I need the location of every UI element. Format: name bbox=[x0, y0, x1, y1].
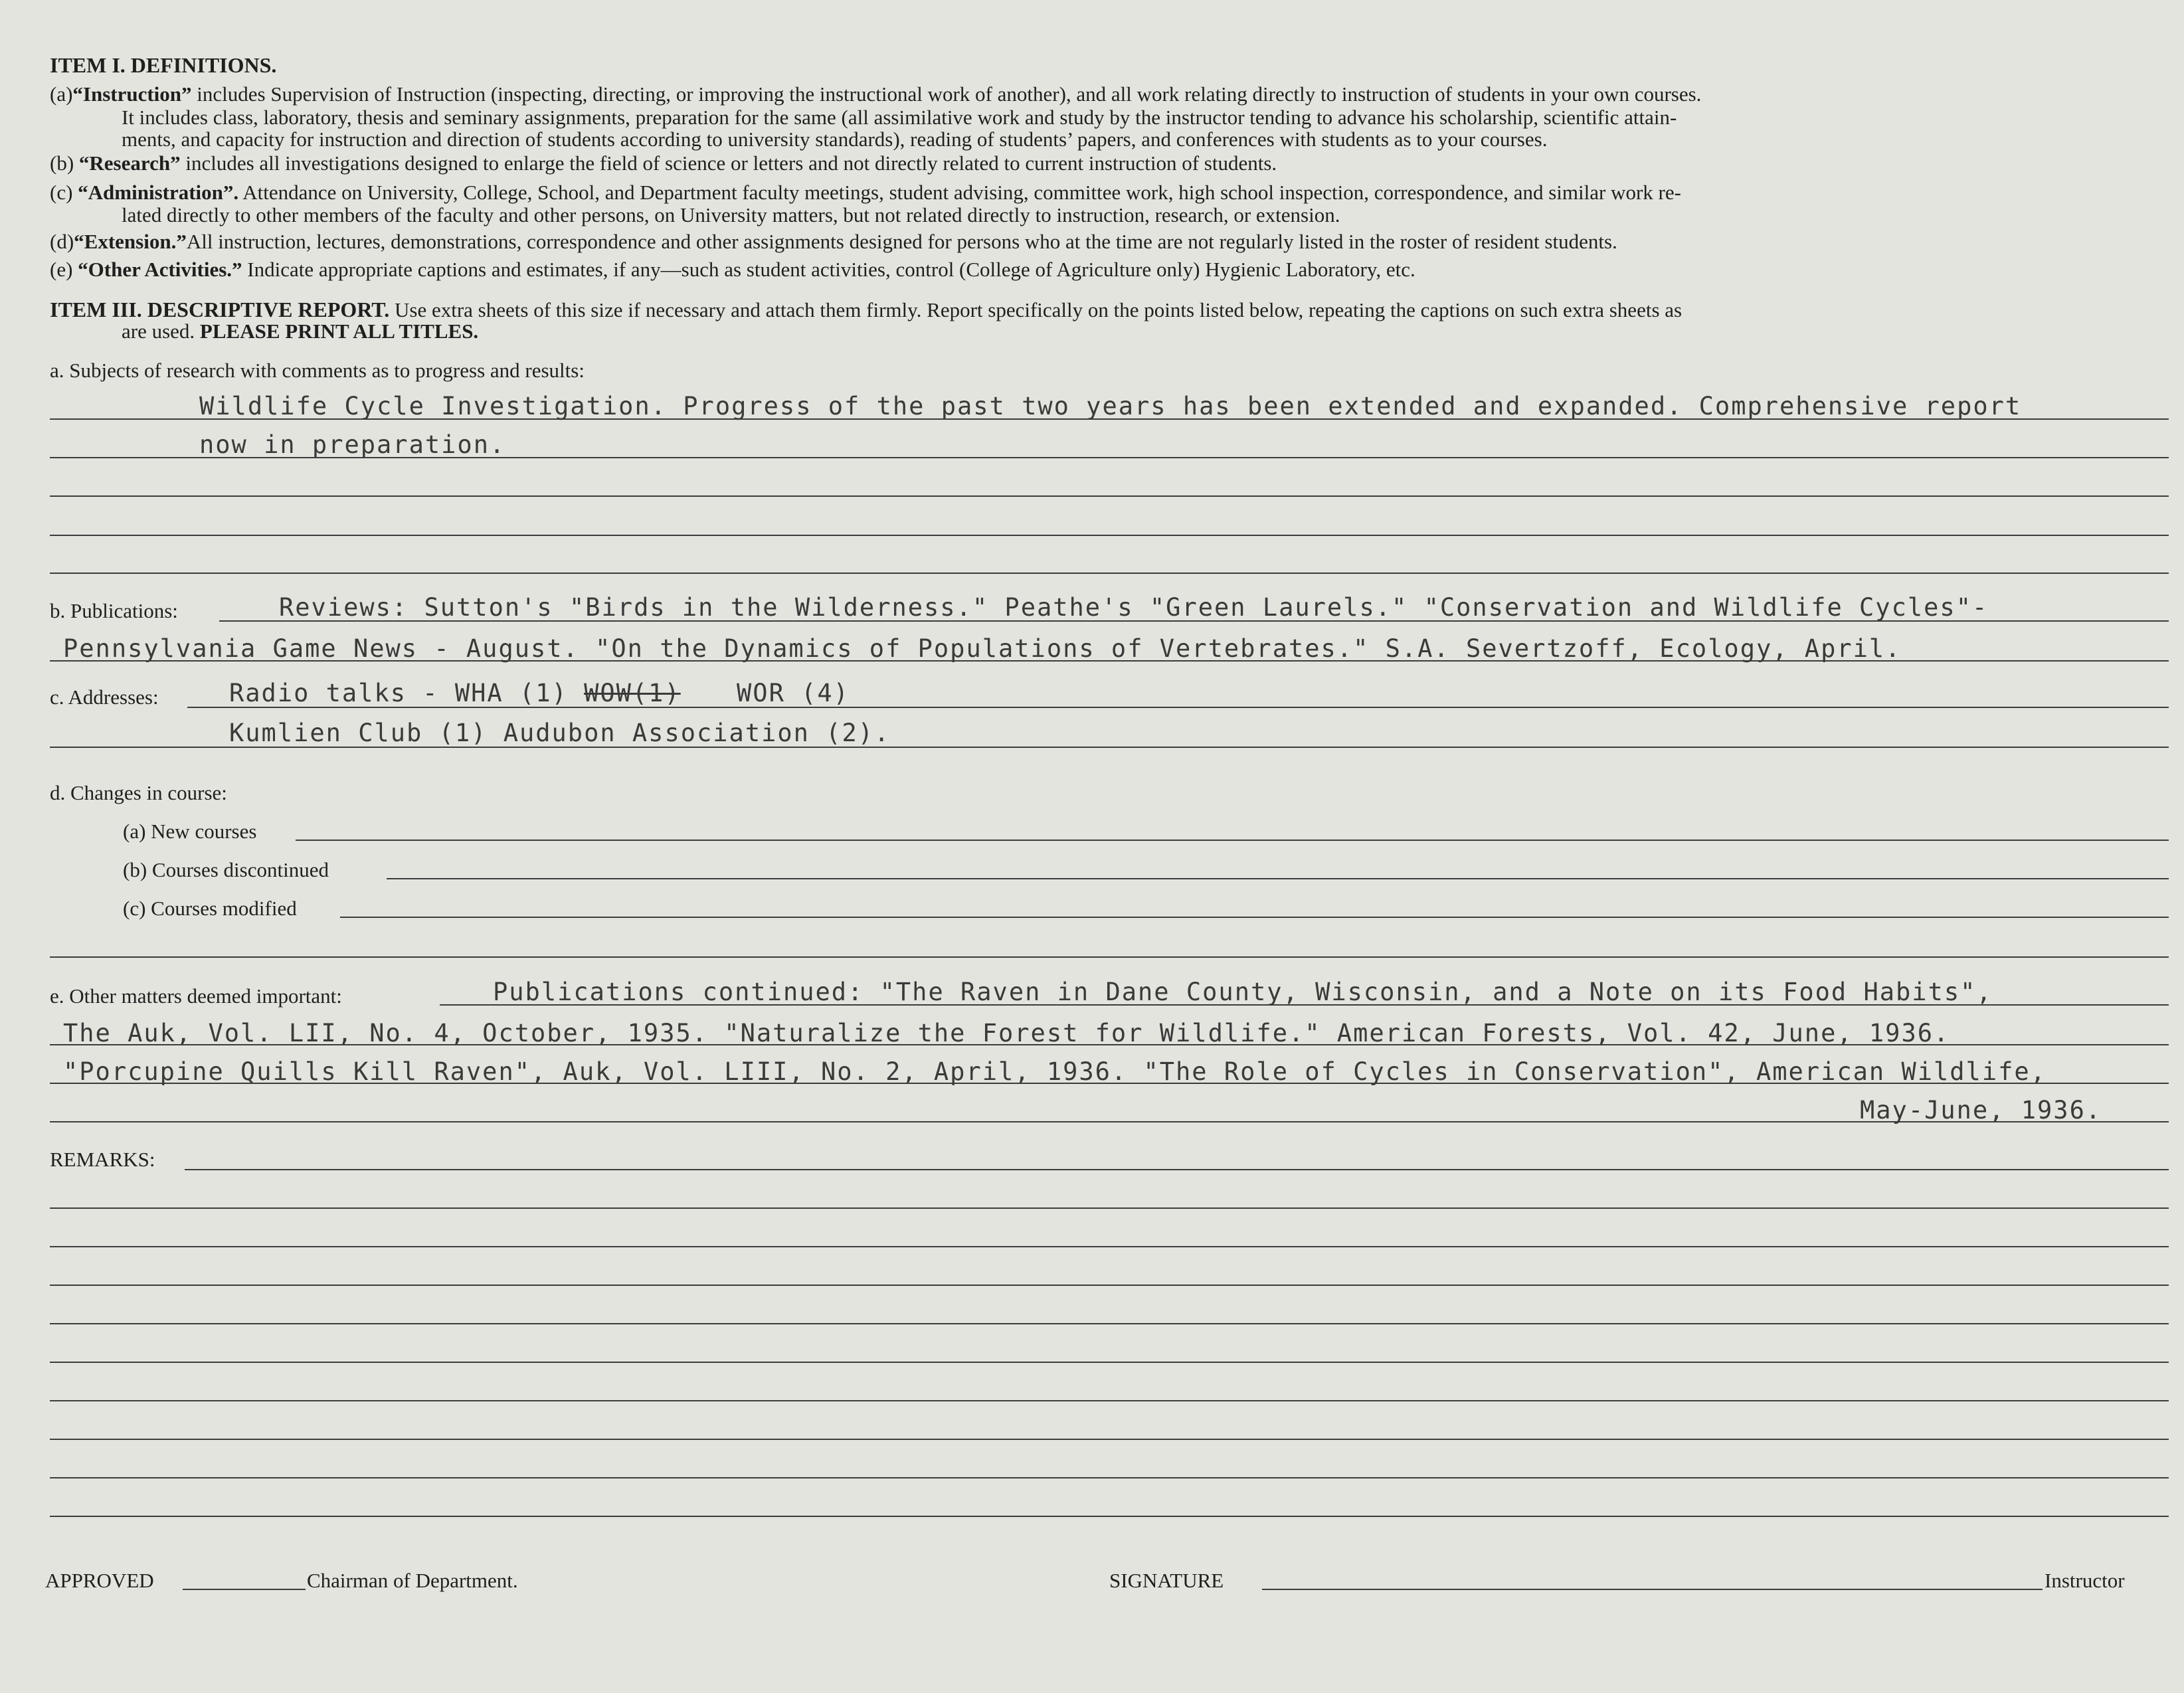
rule bbox=[296, 840, 2169, 841]
new-courses-label: (a) New courses bbox=[123, 820, 257, 843]
rule bbox=[50, 1439, 2169, 1440]
rule bbox=[50, 457, 2169, 458]
section-c-label: c. Addresses: bbox=[50, 685, 159, 709]
term-instruction: “Instruction” bbox=[72, 82, 192, 106]
rule bbox=[50, 573, 2169, 574]
item3-heading: ITEM III. DESCRIPTIVE REPORT. bbox=[50, 298, 390, 321]
def-other-activities: (e) “Other Activities.” Indicate appropriate captions and estimates, if any—such as student activities, control (College of Agriculture only) Hygienic Laboratory, etc. bbox=[50, 258, 1415, 281]
item1-heading: ITEM I. DEFINITIONS. bbox=[50, 53, 277, 77]
def-instruction-line3: ments, and capacity for instruction and direction of students according to university standards), reading of students’ papers, and conferences with students as to your courses. bbox=[122, 128, 1548, 151]
item3-intro: ITEM III. DESCRIPTIVE REPORT. Use extra sheets of this size if necessary and attach them firmly. Report specifically on the points listed below, repeating the captions on such extra sheets as bbox=[50, 298, 1683, 321]
rule bbox=[50, 495, 2169, 497]
section-e-entry-2: The Auk, Vol. LII, No. 4, October, 1935. "Naturalize the Forest for Wildlife." American Forests, Vol. 42, June, 1936. bbox=[63, 1019, 1950, 1047]
rule bbox=[50, 660, 2169, 662]
instructor-label: Instructor bbox=[2045, 1569, 2125, 1592]
section-a-label: a. Subjects of research with comments as to progress and results: bbox=[50, 359, 585, 382]
def-research: (b) “Research” includes all investigations designed to enlarge the field of science or letters and not directly related to current instruction of students. bbox=[50, 151, 1277, 175]
def-instruction-line2: It includes class, laboratory, thesis and seminary assignments, preparation for the same (all assimilative work and study by the instructor tending to advance his scholarship, scientific attain- bbox=[122, 106, 1677, 129]
section-a-entry-2: now in preparation. bbox=[199, 430, 506, 459]
instructor-signature-line[interactable] bbox=[1262, 1589, 2043, 1590]
chairman-label: Chairman of Department. bbox=[307, 1569, 518, 1592]
rule bbox=[50, 1362, 2169, 1363]
remarks-label: REMARKS: bbox=[50, 1148, 155, 1171]
rule bbox=[185, 1169, 2169, 1170]
rule bbox=[50, 747, 2169, 748]
def-instruction: (a)“Instruction” includes Supervision of Instruction (inspecting, directing, or improving the instructional work of another), and all work relating directly to instruction of students in your own courses. bbox=[50, 82, 1702, 106]
rule bbox=[50, 1246, 2169, 1247]
section-b-entry-1: Reviews: Sutton's "Birds in the Wilderness." Peathe's "Green Laurels." "Conservation and Wildlife Cycles"- bbox=[279, 593, 1989, 622]
section-e-entry-1: Publications continued: "The Raven in Dane County, Wisconsin, and a Note on its Food Habits", bbox=[493, 978, 1993, 1006]
section-a-entry-1: Wildlife Cycle Investigation. Progress of the past two years has been extended and expanded. Comprehensive report bbox=[199, 392, 2022, 420]
section-c-entry-1: Radio talks - WHA (1) WOW(1) WOR (4) bbox=[229, 679, 850, 707]
rule bbox=[50, 1477, 2169, 1478]
approved-label: APPROVED bbox=[45, 1569, 154, 1592]
rule bbox=[50, 1044, 2169, 1045]
section-e-entry-3: "Porcupine Quills Kill Raven", Auk, Vol. LIII, No. 2, April, 1936. "The Role of Cycles in Conservation", American Wildlife, bbox=[63, 1057, 2047, 1086]
section-d-label: d. Changes in course: bbox=[50, 781, 227, 804]
section-b-entry-2: Pennsylvania Game News - August. "On the Dynamics of Populations of Vertebrates." S.A. Severtzoff, Ecology, April. bbox=[63, 634, 1902, 663]
rule bbox=[50, 956, 2169, 958]
def-administration: (c) “Administration”. Attendance on University, College, School, and Department faculty meetings, student advising, committee work, high school inspection, correspondence, and similar work re- bbox=[50, 181, 1681, 204]
def-extension: (d)“Extension.”All instruction, lectures, demonstrations, correspondence and other assignments designed for persons who at the time are not regularly listed in the roster of resident students. bbox=[50, 230, 1617, 253]
rule bbox=[50, 1516, 2169, 1517]
rule bbox=[50, 1323, 2169, 1324]
struck-entry: WOW(1) bbox=[584, 679, 681, 707]
rule bbox=[387, 878, 2169, 879]
rule bbox=[50, 1207, 2169, 1209]
courses-modified-label: (c) Courses modified bbox=[123, 897, 297, 920]
section-c-entry-2: Kumlien Club (1) Audubon Association (2). bbox=[229, 719, 891, 747]
item3-intro-line2: are used. PLEASE PRINT ALL TITLES. bbox=[122, 319, 479, 343]
rule bbox=[50, 1121, 2169, 1122]
section-e-entry-4: May-June, 1936. bbox=[1860, 1096, 2102, 1124]
courses-discontinued-label: (b) Courses discontinued bbox=[123, 858, 329, 881]
rule bbox=[50, 535, 2169, 536]
approved-signature-line[interactable] bbox=[183, 1589, 306, 1590]
rule bbox=[50, 1400, 2169, 1401]
rule bbox=[50, 1083, 2169, 1084]
def-administration-line2: lated directly to other members of the faculty and other persons, on University matters, but not related directly to instruction, research, or extension. bbox=[122, 203, 1340, 226]
section-b-label: b. Publications: bbox=[50, 599, 178, 622]
rule bbox=[340, 917, 2169, 918]
rule bbox=[50, 418, 2169, 420]
rule bbox=[50, 1285, 2169, 1286]
signature-label: SIGNATURE bbox=[1109, 1569, 1224, 1592]
section-e-label: e. Other matters deemed important: bbox=[50, 984, 342, 1008]
